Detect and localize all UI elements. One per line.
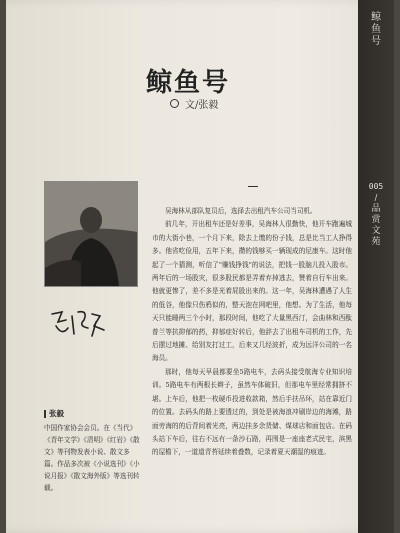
author-bio: 中国作家协会会员。在《当代》《青年文学》《清明》《红岩》《散文》等刊物发表小说、散文多篇。作品多次被《小说选刊》《小说月报》《散文海外版》等选刊转载。 bbox=[44, 424, 140, 492]
paragraph: 前几年，开出租车还是好差事，吴海林人很勤快，他开车跑遍城市的大街小巷，一个月下来，除去上缴的份子钱，总是比当工人挣得多。他省吃俭用，五年下来，攒的钱够买一辆现成的尼康车。这时他起了一个猜测，听信了"赚钱挣钱"的说法，把钱一股脑儿投入股市。两年后的一场股灾，很多股民都是弄着弃掉逃去，赞着自行车出来。他就更惨了，差不多是光着屁股出来的。这一年，吴海林遭遇了人生的低谷，他像只伤鸦似的，整天泡在网吧里，他想。为了生活，他每天只能睡两三个小时，那段时间，他吃了大量黑西汀，会曲林和西酞普兰等抗抑郁的药，抑郁症好转后，他辞去了出租车司机的工作，先后摆过地摊、给别友打过工，后来又几经波折，成为远洋公司的一名海员。 bbox=[152, 220, 352, 363]
bullet-icon bbox=[170, 99, 179, 108]
paragraph: 那时，他每天早晨都要坐5路电车，去码头接受航海专业知识培训。5路电车有两根长辫子，虽然车体破旧，但那电车里经常拥挤不堪。上车后，他把一枚硬币投进收款箱，然后手扶吊环，站在靠近门的位置。去码头的路上要透过的，到处是被海浪冲刷岸边的海滩，路面旁海的的后背间着光亮，两边挂多余货储、煤球店和面包店。在码头站下车后，往右不远有一条沙石路，再围是一座座老式民宅，滨黑的屋檐下，一道道青苔延续着叠数，记录着夏天潮湿的痕迹。 bbox=[152, 367, 352, 457]
page-slash: / bbox=[374, 193, 378, 202]
author-name-row bbox=[44, 408, 142, 420]
section-sidebar bbox=[358, 0, 394, 533]
signature-image bbox=[48, 306, 108, 340]
author-photo bbox=[44, 181, 138, 287]
name-marker bbox=[44, 410, 46, 418]
author-portrait-image bbox=[45, 182, 137, 286]
page-marker bbox=[362, 182, 390, 248]
article-title: 鲸鱼号 bbox=[146, 68, 231, 98]
page-number: 005 bbox=[368, 182, 384, 191]
book-page bbox=[6, 0, 392, 533]
section-name: 品赏文苑 bbox=[371, 204, 381, 247]
author-name: 张毅 bbox=[49, 409, 64, 418]
paragraph: 吴海林从部队复员后，选择去出租汽车公司当司机。 bbox=[165, 207, 317, 215]
author-signature bbox=[48, 306, 108, 347]
sidebar-title: 鲸鱼号 bbox=[371, 12, 381, 47]
byline-text: 文/张毅 bbox=[185, 100, 219, 111]
article-body bbox=[152, 205, 352, 460]
divider bbox=[248, 186, 258, 187]
author-info bbox=[44, 408, 142, 494]
article-byline bbox=[170, 96, 218, 111]
